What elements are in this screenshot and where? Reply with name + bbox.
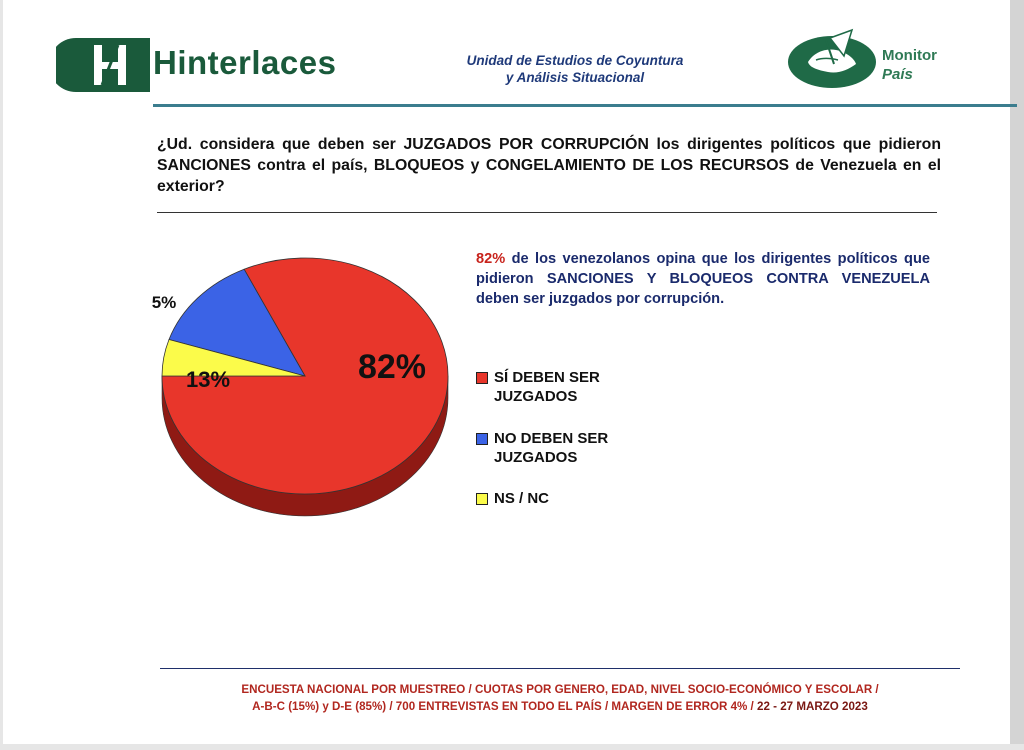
legend-item-no <box>476 429 654 467</box>
survey-date: 22 - 27 MARZO 2023 <box>757 700 868 713</box>
brand-name: Hinterlaces <box>153 44 337 81</box>
survey-question: ¿Ud. considera que deben ser JUZGADOS POR CORRUPCIÓN los dirigentes políticos que pidieron SANCIONES contra el país, BLOQUEOS y CONGELAMIENTO DE LOS RECURSOS de Venezuela en el exterior? <box>157 136 941 195</box>
pie-chart <box>150 254 460 524</box>
header-divider <box>153 104 1017 107</box>
legend-swatch-si <box>476 372 488 384</box>
legend-label-si: SÍ DEBEN SER JUZGADOS <box>494 369 600 405</box>
footer-line2 <box>150 698 970 715</box>
pie-label-1: 82% <box>357 348 427 386</box>
footer-divider <box>160 668 960 669</box>
hinterlaces-logo-icon <box>56 36 150 94</box>
unit-title-line1: Unidad de Estudios de Coyuntura <box>466 53 684 68</box>
monitor-pais-text <box>882 46 937 84</box>
key-finding <box>476 249 930 309</box>
page-edge-right <box>1010 0 1024 750</box>
legend-label-no: NO DEBEN SER JUZGADOS <box>494 430 609 466</box>
question-underline <box>157 212 937 213</box>
footer-line2-text: A-B-C (15%) y D-E (85%) / 700 ENTREVISTAS EN TODO EL PAÍS / MARGEN DE ERROR 4% / <box>252 700 757 713</box>
monitor-line1: Monitor <box>882 47 937 64</box>
methodology-footer <box>150 681 970 715</box>
legend-item-nsnc <box>476 489 654 508</box>
finding-text: de los venezolanos opina que los dirigentes políticos que pidieron SANCIONES Y BLOQUEOS CONTRA VENEZUELA deben ser juzgados por corrupción. <box>476 251 930 307</box>
monitor-pais-logo-icon <box>786 24 882 90</box>
page-edge-left <box>0 0 3 750</box>
unit-title-line2: y Análisis Situacional <box>505 70 645 85</box>
legend-item-si <box>476 368 654 406</box>
legend-label-nsnc: NS / NC <box>494 490 550 507</box>
legend-swatch-nsnc <box>476 493 488 505</box>
footer-line1: ENCUESTA NACIONAL POR MUESTREO / CUOTAS POR GENERO, EDAD, NIVEL SOCIO-ECONÓMICO Y ESCOLAR / <box>241 683 879 696</box>
monitor-line2: País <box>882 66 913 83</box>
legend-swatch-no <box>476 433 488 445</box>
pie-label-3: 5% <box>151 293 177 312</box>
finding-highlight: 82% <box>476 251 506 267</box>
unit-title <box>430 52 720 86</box>
pie-label-2: 13% <box>185 367 231 392</box>
page-edge-bottom <box>0 744 1024 750</box>
